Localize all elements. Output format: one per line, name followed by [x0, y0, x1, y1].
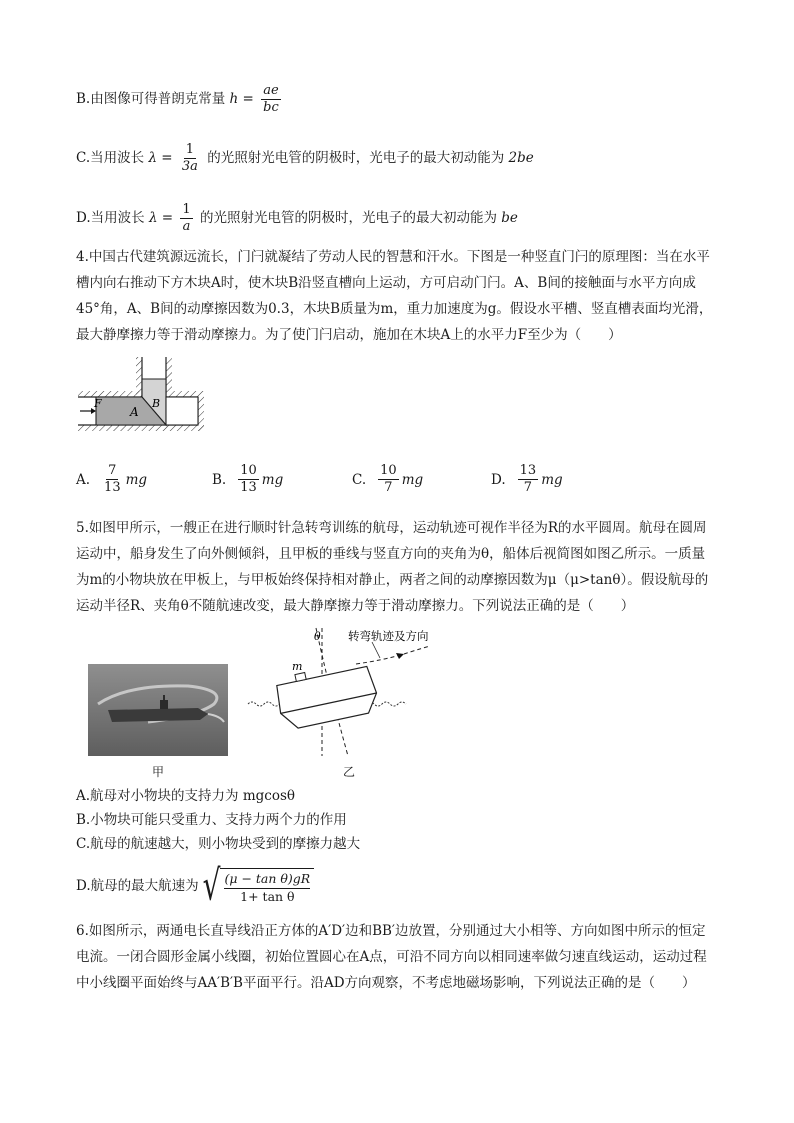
q3-option-d-lambda: λ =	[148, 210, 174, 226]
mass-label: m	[292, 660, 303, 673]
sqrt-denominator: 1+ tan θ	[240, 889, 295, 904]
turning-track	[356, 654, 404, 664]
vertical-wall-left	[136, 357, 142, 397]
q5-option-b: B.小物块可能只受重力、支持力两个力的作用	[76, 812, 347, 828]
track-label: 转弯轨迹及方向	[348, 629, 429, 643]
groove-top-wall	[78, 391, 142, 397]
option-fraction	[518, 464, 539, 495]
q5-option-d-prefix: D.航母的最大航速为	[76, 878, 199, 894]
small-block	[295, 673, 306, 682]
option-fraction	[238, 464, 259, 495]
q5-option-d	[76, 860, 314, 910]
q3-option-c-prefix: C.当用波长	[76, 150, 145, 166]
q3-option-c	[76, 143, 534, 174]
q5-stem: 5.如图甲所示，一艘正在进行顺时针急转弯训练的航母，运动轨迹可视作半径为R的水平圆周。航母在圆周运动中，船身发生了向外侧倾斜，且甲板的垂线与竖直方向的夹角为θ，船体后视简图如图乙所示。一质量为m的小物块放在甲板上，与甲板始终保持相对静止，两者之间的动摩擦因数为μ（μ>tanθ）。假设航母的运动半径R、夹角θ不随航速改变，最大静摩擦力等于滑动摩擦力。下列说法正确的是（ ）	[76, 520, 709, 614]
q4-option-a	[76, 464, 147, 495]
groove-bottom-wall	[78, 425, 204, 431]
option-letter: B.	[212, 471, 227, 488]
fraction-numerator: 13	[519, 463, 537, 478]
carrier-photo	[88, 664, 228, 756]
q4-option-c	[352, 464, 423, 495]
q3-option-c-suffix: 的光照射光电管的阴极时，光电子的最大初动能为	[207, 150, 505, 166]
track-arrow	[396, 653, 404, 659]
label-b: B	[152, 397, 161, 410]
option-unit: mg	[401, 471, 424, 488]
q3-option-d-suffix: 的光照射光电管的阴极时，光电子的最大初动能为	[199, 210, 497, 226]
fraction-numerator: 7	[108, 463, 117, 478]
figure-caption-jia: 甲	[152, 765, 165, 779]
figure-caption-yi: 乙	[343, 765, 356, 779]
fraction-numerator: 10	[380, 463, 397, 478]
fraction-denominator: 3a	[181, 159, 198, 174]
q3-option-c-fraction	[180, 143, 200, 174]
fraction-denominator: 7	[523, 480, 533, 495]
theta-label: θ	[314, 630, 321, 643]
fraction-numerator: 1	[182, 202, 191, 217]
sqrt-expression: √ $\frac{\text{(μ − tan θ)gR}}{\text{1+ tan θ}}$	[203, 868, 315, 904]
sqrt-numerator: (μ − tan θ)gR	[224, 871, 310, 889]
option-fraction	[102, 464, 123, 495]
q3-option-b-text: B.由图像可得普朗克常量	[76, 91, 226, 107]
q4-stem: 4.中国古代建筑源远流长，门闩就凝结了劳动人民的智慧和汗水。下图是一种竖直门闩的原理图：当在水平槽内向右推动下方木块A时，使木块B沿竖直槽向上运动，方可启动门闩。A、B间的接触面与水平方向成45°角，A、B间的动摩擦因数为0.3，木块B质量为m，重力加速度为g。假设水平槽、竖直槽表面均光滑，最大静摩擦力等于滑动摩擦力。为了使门闩启动，施加在木块A上的水平力F至少为（ ）	[76, 249, 713, 343]
q4-option-d	[491, 464, 563, 495]
ship-rear-view-diagram	[244, 624, 434, 760]
q3-option-c-value: 2be	[508, 150, 534, 166]
option-letter: C.	[352, 471, 367, 488]
q5-option-a: A.航母对小物块的支持力为 mgcosθ	[76, 788, 296, 804]
carrier-hull	[108, 708, 208, 722]
option-unit: mg	[125, 471, 148, 488]
fraction-denominator: 7	[384, 480, 393, 495]
q3-option-d-fraction	[180, 203, 192, 234]
option-fraction	[378, 464, 399, 495]
q5-option-c: C.航母的航速越大，则小物块受到的摩擦力越大	[76, 836, 361, 852]
q6-stem: 6.如图所示，两通电长直导线沿正方体的A′D′边和BB′边放置，分别通过大小相等、方向如图中所示的恒定电流。一闭合圆形金属小线圈，初始位置圆心在A点，可沿不同方向以相同速率做匀速直线运动，运动过程中小线圈平面始终与AA′B′B平面平行。沿AD方向观察，不考虑地磁场影响，下列说法正确的是（ ）	[76, 923, 707, 991]
fraction-numerator: 10	[240, 463, 257, 478]
q3-option-b-lhs: h =	[229, 91, 254, 107]
q3-option-c-lambda: λ =	[148, 150, 173, 166]
q3-option-b	[76, 84, 284, 115]
option-unit: mg	[541, 471, 563, 488]
q3-option-b-fraction	[261, 84, 281, 115]
q4-latch-diagram	[76, 355, 210, 439]
fraction-numerator: 1	[185, 142, 195, 157]
label-f: F	[94, 397, 102, 410]
q3-option-d-prefix: D.当用波长	[76, 210, 145, 226]
option-letter: D.	[491, 471, 506, 488]
label-a: A	[130, 405, 139, 419]
fraction-numerator: ae	[263, 83, 279, 98]
option-letter: A.	[76, 471, 91, 488]
ship-hull	[275, 666, 380, 731]
fraction-denominator: 13	[240, 480, 257, 495]
q3-option-d-value: be	[501, 210, 518, 226]
vertical-wall-right	[166, 357, 172, 397]
q4-option-b	[212, 464, 283, 495]
fraction-denominator: bc	[263, 100, 279, 115]
fraction-denominator: a	[182, 219, 191, 234]
fraction-denominator: 13	[104, 480, 121, 495]
option-unit: mg	[261, 471, 284, 488]
q3-option-d	[76, 203, 518, 234]
